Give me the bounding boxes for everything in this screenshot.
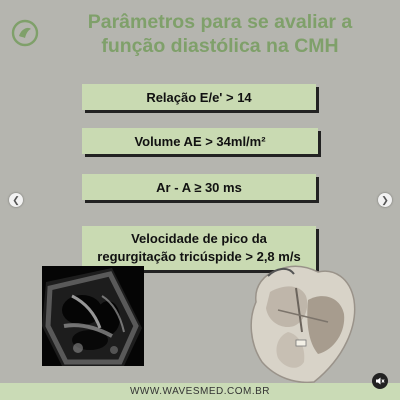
chevron-left-icon: ❮: [12, 194, 20, 205]
criterion-tr-line-1: Velocidade de pico da: [131, 231, 267, 246]
wavesmed-logo-icon: [10, 18, 40, 48]
echocardiogram-image: [42, 266, 144, 366]
criterion-ee-ratio: Relação E/e' > 14: [82, 84, 316, 110]
heart-specimen-image: [248, 262, 358, 386]
footer-bar: WWW.WAVESMED.COM.BR: [0, 383, 400, 400]
criterion-la-volume: Volume AE > 34ml/m²: [82, 128, 318, 154]
next-slide-button[interactable]: [378, 193, 392, 207]
chevron-right-icon: ❯: [381, 194, 389, 205]
mute-toggle-button[interactable]: [372, 373, 388, 389]
prev-slide-button[interactable]: [9, 193, 23, 207]
muted-speaker-icon: [375, 376, 385, 386]
title-line-1: Parâmetros para se avaliar a: [87, 11, 353, 33]
criterion-tr-line-2: regurgitação tricúspide > 2,8 m/s: [97, 249, 301, 264]
title-line-2: função diastólica na CMH: [101, 35, 339, 57]
slide-title: [50, 10, 390, 58]
criterion-ar-a: Ar - A ≥ 30 ms: [82, 174, 316, 200]
